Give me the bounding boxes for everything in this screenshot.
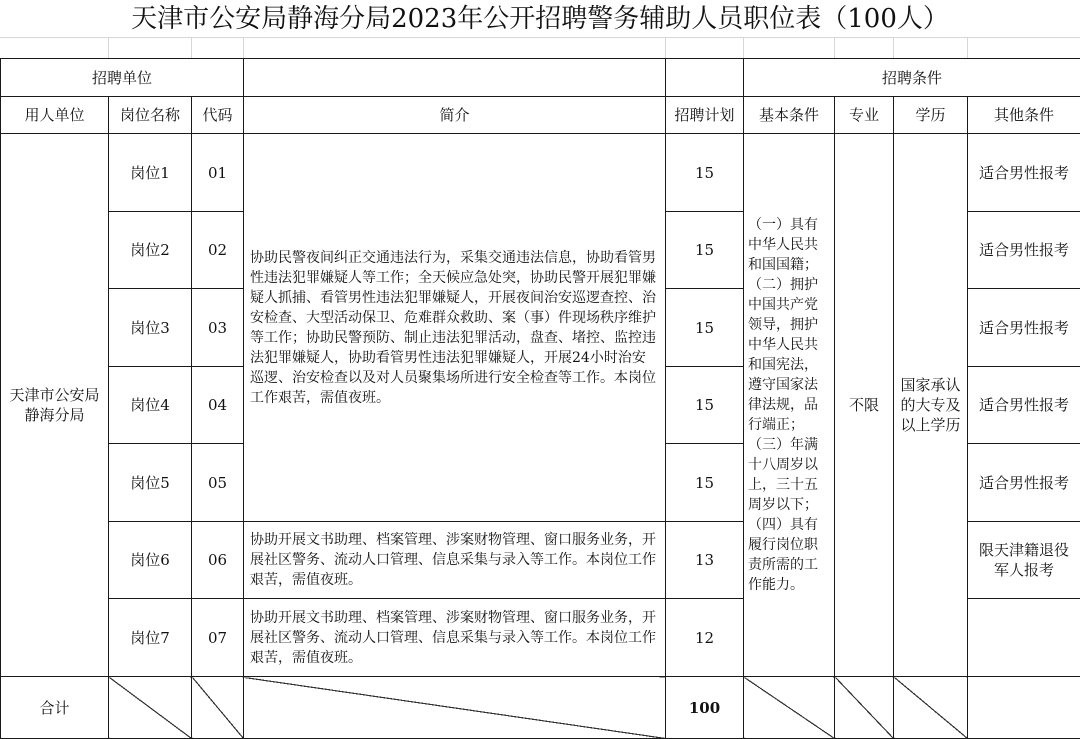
plan-cell: 15 xyxy=(666,444,744,522)
col-header-employer: 用人单位 xyxy=(1,97,109,134)
plan-cell: 15 xyxy=(666,212,744,289)
other-conditions-cell: 适合男性报考 xyxy=(968,212,1080,289)
diagonal-empty-cell xyxy=(744,677,835,739)
diagonal-empty-cell xyxy=(894,677,968,739)
position-name: 岗位1 xyxy=(109,134,192,212)
other-conditions-cell: 适合男性报考 xyxy=(968,444,1080,522)
plan-cell: 12 xyxy=(666,599,744,677)
employer-cell: 天津市公安局静海分局 xyxy=(1,134,109,677)
position-code: 06 xyxy=(192,522,244,599)
col-header-code: 代码 xyxy=(192,97,244,134)
diagonal-empty-cell xyxy=(192,677,244,739)
spreadsheet-gridlines xyxy=(0,37,1080,58)
col-header-other: 其他条件 xyxy=(968,97,1080,134)
position-code: 01 xyxy=(192,134,244,212)
group-header-conditions: 招聘条件 xyxy=(744,59,1080,97)
other-conditions-cell: 适合男性报考 xyxy=(968,134,1080,212)
col-header-education: 学历 xyxy=(894,97,968,134)
page-title: 天津市公安局静海分局2023年公开招聘警务辅助人员职位表（100人） xyxy=(131,4,949,34)
positions-table xyxy=(0,58,1080,739)
other-conditions-cell: 适合男性报考 xyxy=(968,289,1080,367)
col-header-plan: 招聘计划 xyxy=(666,97,744,134)
other-conditions-cell: 限天津籍退役军人报考 xyxy=(968,522,1080,599)
diagonal-empty-cell xyxy=(244,677,666,739)
other-conditions-cell xyxy=(968,599,1080,677)
total-label: 合计 xyxy=(1,677,109,739)
total-other-empty xyxy=(968,677,1080,739)
position-name: 岗位3 xyxy=(109,289,192,367)
plan-cell: 13 xyxy=(666,522,744,599)
col-header-position: 岗位名称 xyxy=(109,97,192,134)
other-conditions-cell: 适合男性报考 xyxy=(968,367,1080,444)
position-name: 岗位7 xyxy=(109,599,192,677)
total-plan: 100 xyxy=(666,677,744,739)
group-header-blank xyxy=(244,59,666,97)
col-header-intro: 简介 xyxy=(244,97,666,134)
intro-cell: 协助开展文书助理、档案管理、涉案财物管理、窗口服务业务，开展社区警务、流动人口管理、信息采集与录入等工作。本岗位工作艰苦，需值夜班。 xyxy=(244,522,666,599)
group-header-blank xyxy=(666,59,744,97)
col-header-major: 专业 xyxy=(835,97,894,134)
intro-cell: 协助开展文书助理、档案管理、涉案财物管理、窗口服务业务，开展社区警务、流动人口管理、信息采集与录入等工作。本岗位工作艰苦，需值夜班。 xyxy=(244,599,666,677)
group-header-unit: 招聘单位 xyxy=(1,59,244,97)
position-code: 05 xyxy=(192,444,244,522)
plan-cell: 15 xyxy=(666,289,744,367)
major-cell: 不限 xyxy=(835,134,894,677)
education-cell: 国家承认的大专及以上学历 xyxy=(894,134,968,677)
position-code: 03 xyxy=(192,289,244,367)
position-code: 07 xyxy=(192,599,244,677)
intro-cell: 协助民警夜间纠正交通违法行为，采集交通违法信息，协助看管男性违法犯罪嫌疑人等工作；全天候应急处突，协助民警开展犯罪嫌疑人抓捕、看管男性违法犯罪嫌疑人，开展夜间治安巡逻查控、治安检查、大型活动保卫、危难群众救助、案（事）件现场秩序维护等工作；协助民警预防、制止违法犯罪活动，盘查、堵控、监控违法犯罪嫌疑人，协助看管男性违法犯罪嫌疑人，开展24小时治安巡逻、治安检查以及对人员聚集场所进行安全检查等工作。本岗位工作艰苦，需值夜班。 xyxy=(244,134,666,522)
position-code: 02 xyxy=(192,212,244,289)
position-name: 岗位5 xyxy=(109,444,192,522)
position-code: 04 xyxy=(192,367,244,444)
diagonal-empty-cell xyxy=(835,677,894,739)
position-name: 岗位6 xyxy=(109,522,192,599)
position-name: 岗位4 xyxy=(109,367,192,444)
plan-cell: 15 xyxy=(666,367,744,444)
col-header-basic: 基本条件 xyxy=(744,97,835,134)
plan-cell: 15 xyxy=(666,134,744,212)
diagonal-empty-cell xyxy=(109,677,192,739)
basic-conditions-cell: （一）具有中华人民共和国国籍；（二）拥护中国共产党领导，拥护中华人民共和国宪法，遵守国家法律法规，品行端正；（三）年满十八周岁以上，三十五周岁以下；（四）具有履行岗位职责所需的工作能力。 xyxy=(744,134,835,677)
position-name: 岗位2 xyxy=(109,212,192,289)
